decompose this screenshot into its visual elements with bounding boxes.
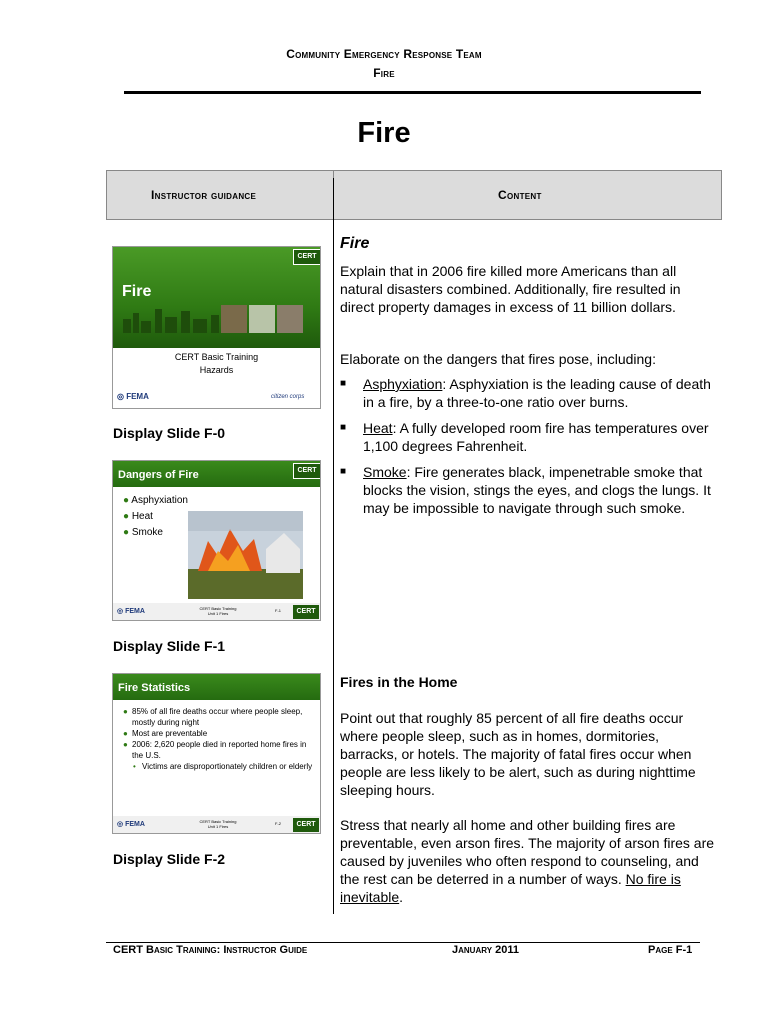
slide-bullet: ● Heat xyxy=(123,511,153,522)
photo-thumb-2 xyxy=(249,305,275,333)
column-header-instructor-guidance: Instructor guidance xyxy=(151,188,257,202)
slide-caption-f0: Display Slide F-0 xyxy=(113,425,226,441)
slide-bullet-list xyxy=(123,493,188,541)
column-divider xyxy=(333,178,334,914)
slide-thumbnail-f0 xyxy=(112,246,321,409)
document-header-title: Community Emergency Response Team xyxy=(286,47,482,61)
slide-bullet-list xyxy=(123,706,313,772)
slide-bullet: ● 85% of all fire deaths occur where people sleep, mostly during night xyxy=(123,707,303,727)
document-header-section: Fire xyxy=(373,66,395,80)
section-heading-fire: Fire xyxy=(340,235,370,252)
slide-caption-f1: Display Slide F-1 xyxy=(113,638,226,654)
cert-badge: CERT xyxy=(293,249,321,265)
table-header xyxy=(106,170,722,220)
slide-sub-bullet: • Victims are disproportionately children or elderly xyxy=(133,762,313,771)
footer-rule xyxy=(106,942,700,943)
slide-title: Fire xyxy=(122,283,152,300)
cert-badge-footer: CERT xyxy=(293,605,319,619)
slide-bullet: ● Most are preventable xyxy=(123,729,208,738)
cert-badge-footer: CERT xyxy=(293,818,319,832)
slide-title: Dangers of Fire xyxy=(118,469,199,481)
page-title: Fire xyxy=(357,117,411,149)
photo-thumb-3 xyxy=(277,305,303,333)
slide-subtitle-2: Hazards xyxy=(199,365,234,375)
cert-badge: CERT xyxy=(293,463,321,479)
photo-thumb-1 xyxy=(221,305,247,333)
slide-subtitle-1: CERT Basic Training xyxy=(174,352,259,362)
footer-guide-title: CERT Basic Training: Instructor Guide xyxy=(113,944,308,956)
slide-thumbnail-f2 xyxy=(112,673,321,834)
slide-footer-page: F-2 xyxy=(275,821,281,826)
fema-logo: ◎ FEMA xyxy=(117,608,145,615)
slide-bullet: ● Smoke xyxy=(123,527,163,538)
slide-title: Fire Statistics xyxy=(118,682,191,694)
citizen-corps-logo: citizen corps xyxy=(271,394,305,400)
house-fire-photo xyxy=(188,511,303,599)
slide-bullet: ● 2006: 2,620 people died in reported home fires in the U.S. xyxy=(123,740,307,760)
slide-footer-page: F-1 xyxy=(275,608,281,613)
fema-logo: ◎ FEMA xyxy=(117,821,145,828)
column-header-content: Content xyxy=(498,188,542,202)
fema-logo: ◎ FEMA xyxy=(117,392,149,401)
content-paragraph-1: Explain that in 2006 fire killed more Americans than all natural disasters combined. Additionally, fire resulted in direct property damages in excess of 11 billion dollars. xyxy=(340,263,681,315)
footer-page-number: Page F-1 xyxy=(648,944,693,956)
content-paragraph-2: Elaborate on the dangers that fires pose, including: xyxy=(340,351,656,367)
skyline-graphic xyxy=(123,305,233,333)
slide-footer-text: CERT Basic Training Unit 1 Fires xyxy=(199,819,237,829)
header-rule xyxy=(124,91,701,94)
footer-date: January 2011 xyxy=(452,944,519,956)
slide-thumbnail-f1 xyxy=(112,460,321,621)
slide-bullet: ● Asphyxiation xyxy=(123,495,188,506)
content-paragraph-3: Point out that roughly 85 percent of all fire deaths occur where people sleep, such as in homes, dormitories, barracks, or hotels. The majority of fatal fires occur when people are less likely to be alert, such as during nighttime sleeping hours. xyxy=(340,710,696,798)
slide-footer-text: CERT Basic Training Unit 1 Fires xyxy=(199,606,237,616)
slide-caption-f2: Display Slide F-2 xyxy=(113,851,226,867)
section-heading-fires-in-the-home: Fires in the Home xyxy=(340,674,458,690)
content-paragraph-4: Stress that nearly all home and other building fires are preventable, even arson fires. The majority of arson fires are caused by juveniles who often respond to counseling, and the rest can be deterred in a number of ways. No fire is inevitable. xyxy=(340,817,715,905)
